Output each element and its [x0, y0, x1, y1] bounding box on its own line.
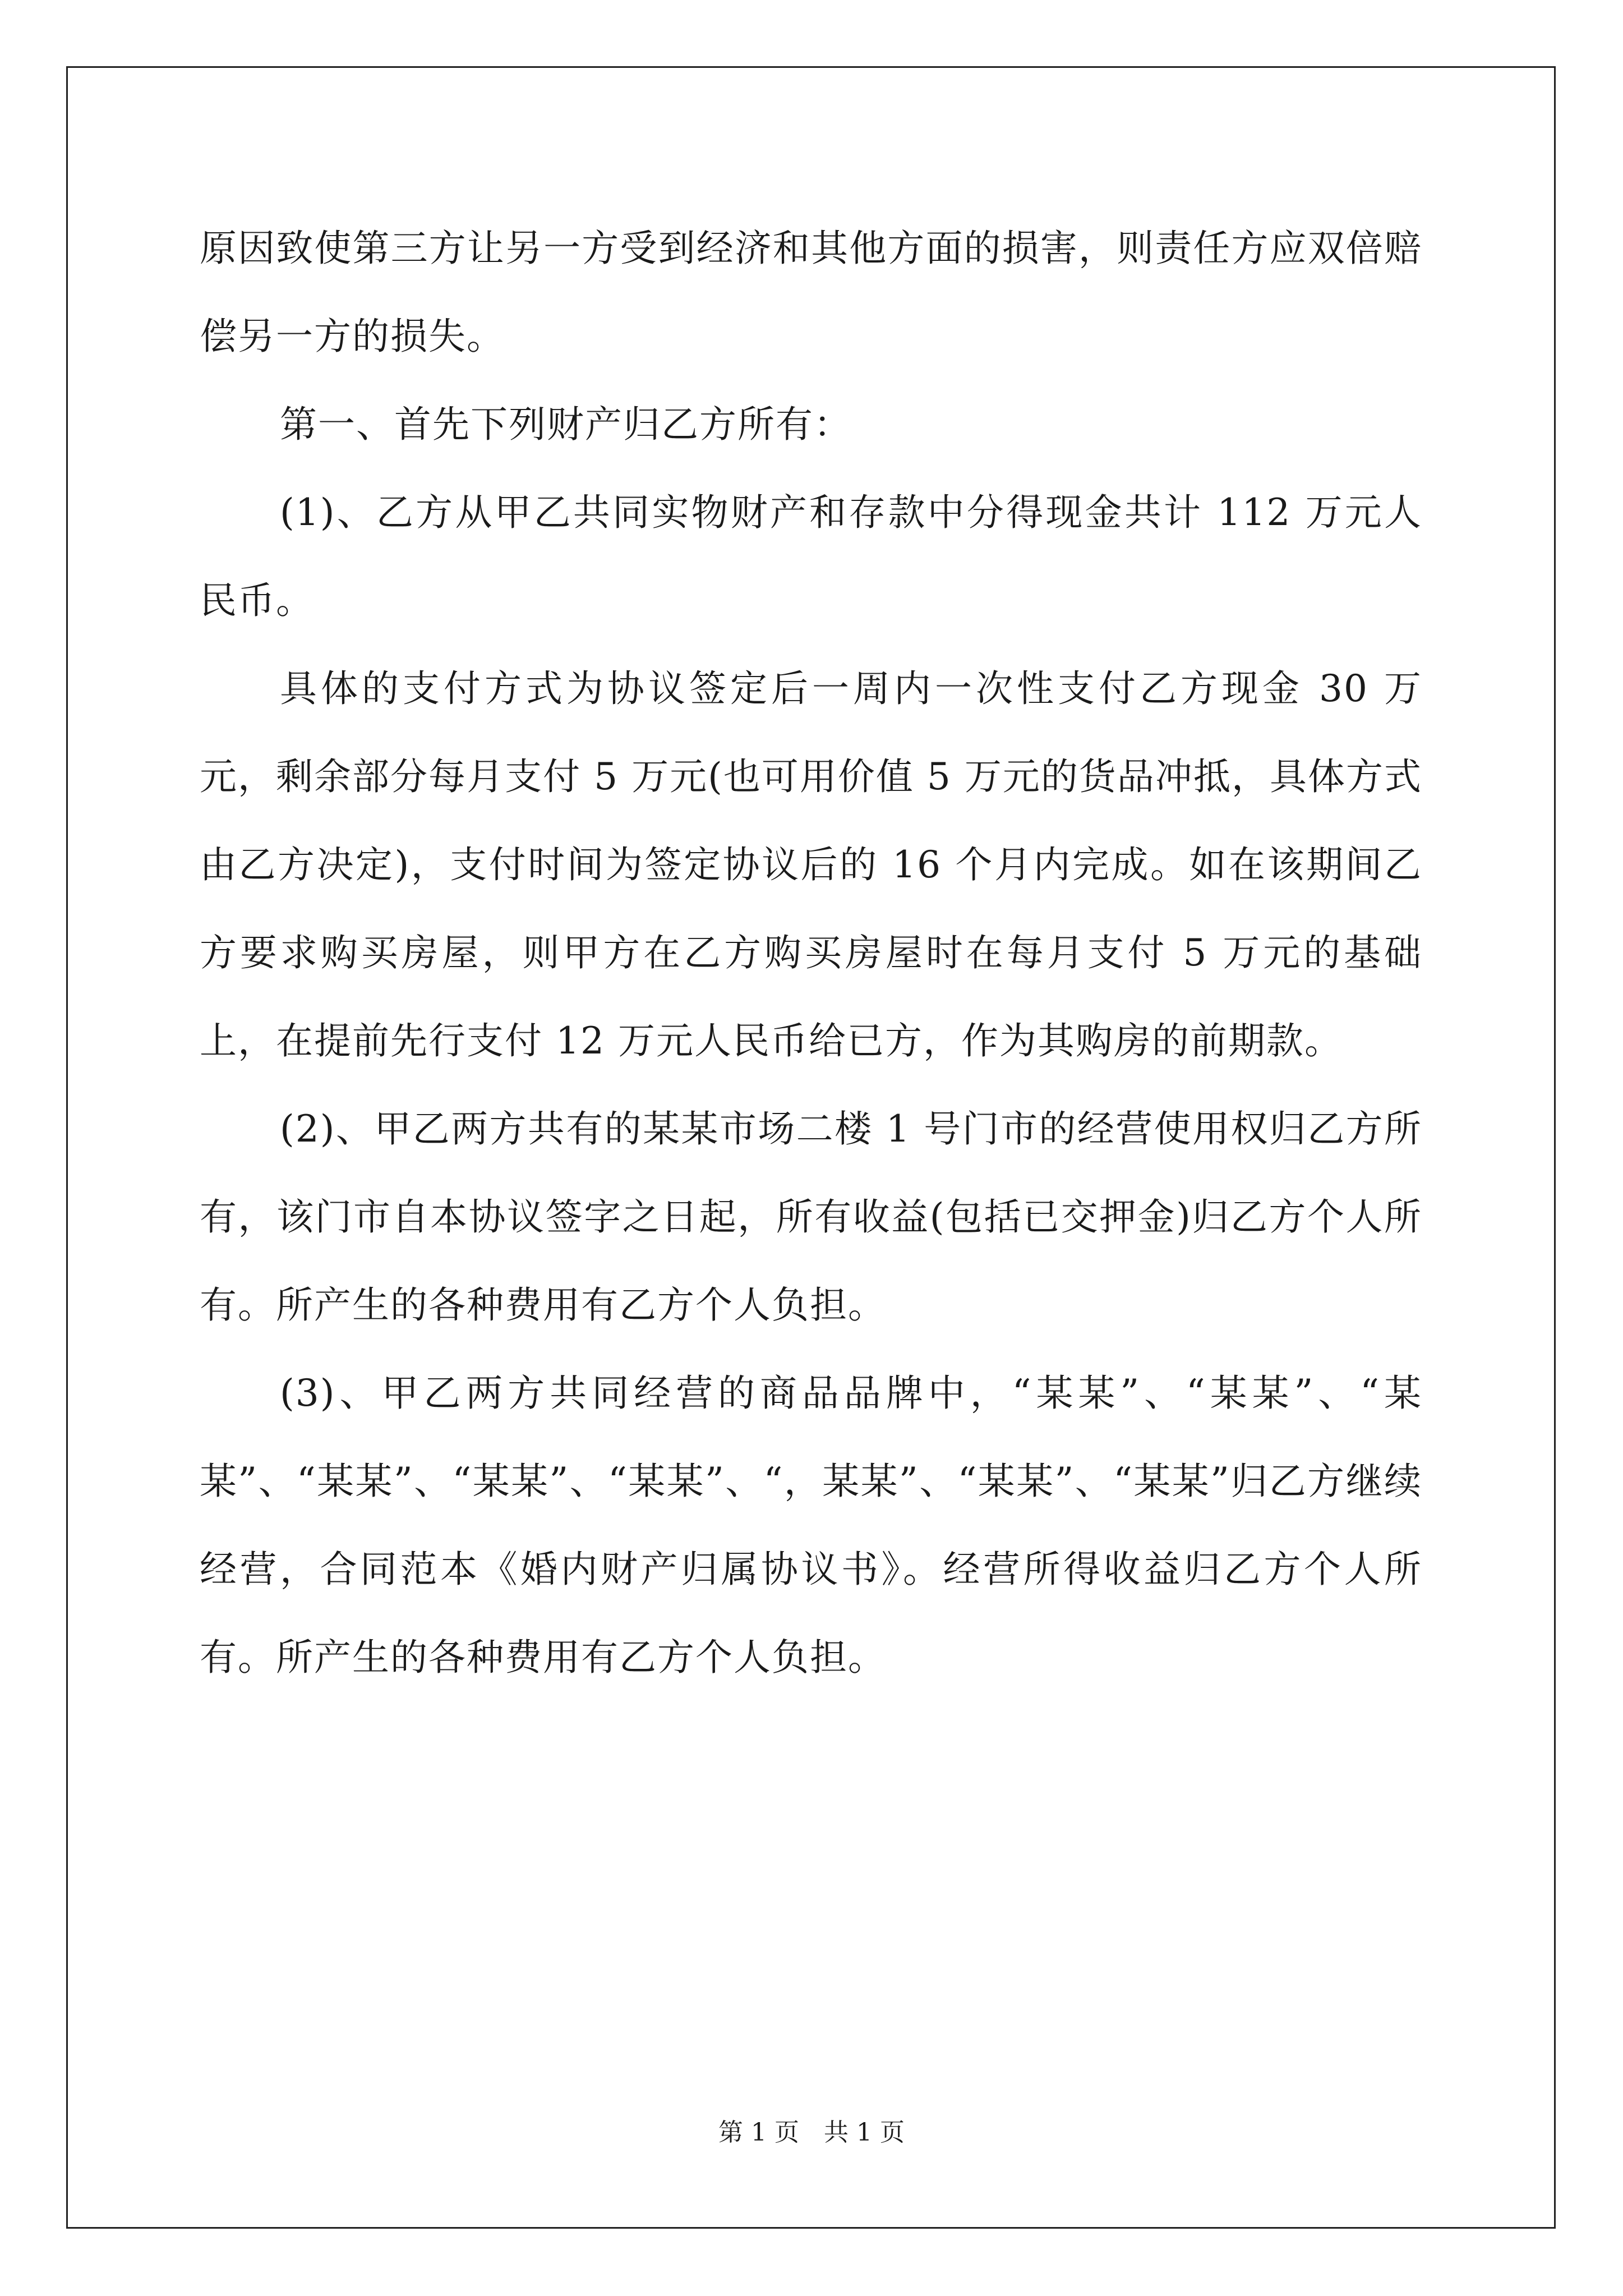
- page-number: 第 1 页: [718, 2118, 799, 2147]
- paragraph-1: 原因致使第三方让另一方受到经济和其他方面的损害，则责任方应双倍赔偿另一方的损失。: [200, 227, 1422, 358]
- paragraph-5: (2)、甲乙两方共有的某某市场二楼 1 号门市的经营使用权归乙方所有，该门市自本协议签字之日起，所有收益(包括已交押金)归乙方个人所有。所产生的各种费用有乙方个人负担。: [200, 1107, 1422, 1327]
- page-footer: [0, 2116, 1623, 2150]
- paragraph-3: (1)、乙方从甲乙共同实物财产和存款中分得现金共计 112 万元人民币。: [200, 491, 1422, 622]
- paragraph-6: (3)、甲乙两方共同经营的商品品牌中，“某某”、“某某”、“某某”、“某某”、“某某”、“某某”、“，某某”、“某某”、“某某”归乙方继续经营，合同范本《婚内财产归属协议书》。经营所得收益归乙方个人所有。所产生的各种费用有乙方个人负担。: [200, 1372, 1422, 1679]
- paragraph-4: 具体的支付方式为协议签定后一周内一次性支付乙方现金 30 万元，剩余部分每月支付 5 万元(也可用价值 5 万元的货品冲抵，具体方式由乙方决定)，支付时间为签定协议后的 16 个月内完成。如在该期间乙方要求购买房屋，则甲方在乙方购买房屋时在每月支付 5 万元的基础上，在提前先行支付 12 万元人民币给已方，作为其购房的前期款。: [200, 667, 1422, 1062]
- document-body: [200, 204, 1422, 1701]
- paragraph-2: 第一、首先下列财产归乙方所有：: [280, 403, 852, 446]
- page-total: 共 1 页: [824, 2118, 905, 2147]
